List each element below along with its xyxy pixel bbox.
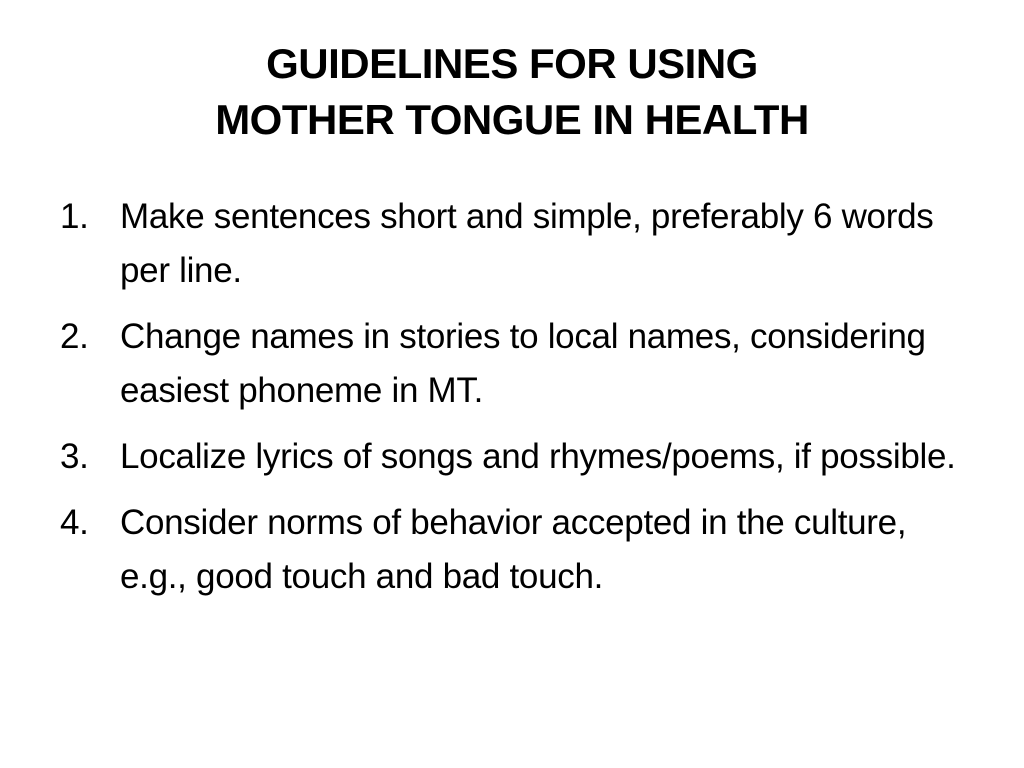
title-line-1: GUIDELINES FOR USING: [266, 40, 758, 87]
item-number: 1.: [60, 197, 89, 236]
guidelines-list: [60, 190, 960, 616]
item-number: 3.: [60, 437, 89, 476]
slide-title: [0, 36, 1024, 148]
item-number: 4.: [60, 503, 89, 542]
item-text: Change names in stories to local names, considering easiest phoneme in MT.: [120, 317, 926, 410]
list-item: [60, 310, 960, 418]
item-text: Make sentences short and simple, preferably 6 words per line.: [120, 197, 934, 290]
list-item: [60, 190, 960, 298]
title-line-2: MOTHER TONGUE IN HEALTH: [215, 96, 809, 143]
item-text: Localize lyrics of songs and rhymes/poems, if possible.: [120, 437, 956, 476]
list-item: [60, 430, 960, 484]
item-text: Consider norms of behavior accepted in the culture, e.g., good touch and bad touch.: [120, 503, 907, 596]
list-item: [60, 496, 960, 604]
item-number: 2.: [60, 317, 89, 356]
